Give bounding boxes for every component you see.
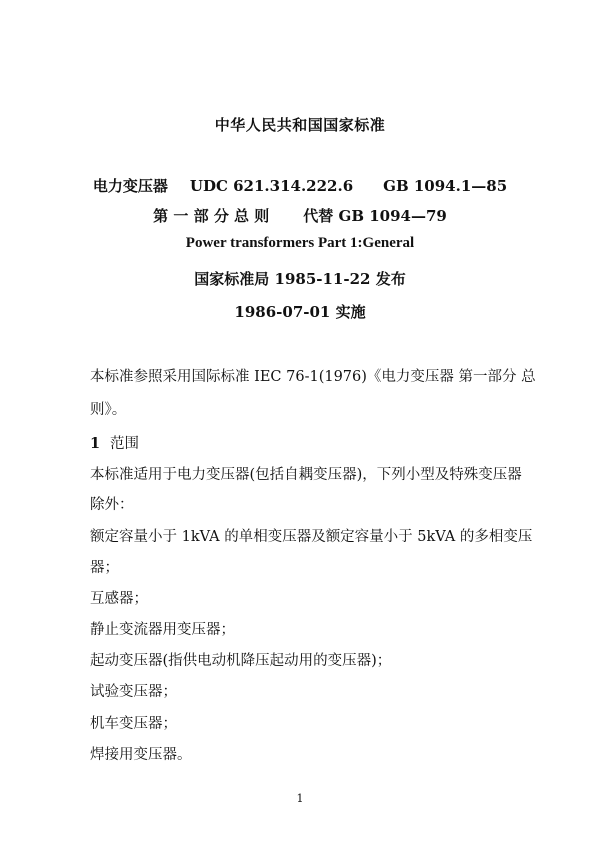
exclusion-item-1-line-1: 额定容量小于 1kVA 的单相变压器及额定容量小于 5kVA 的多相变压 [90, 529, 533, 545]
exclusion-item-3: 静止变流器用变压器； [90, 622, 235, 638]
scope-text-line-2: 除外： [90, 497, 134, 513]
exclusion-item-6: 机车变压器； [90, 716, 177, 732]
part-label: 第 一 部 分 总 则 [153, 207, 270, 225]
scope-text-line-1: 本标准适用于电力变压器(包括自耦变压器)，下列小型及特殊变压器 [90, 467, 522, 483]
part-row [0, 205, 600, 226]
udc-code: UDC 621.314.222.6 [189, 177, 354, 195]
standard-meta-row [0, 175, 600, 196]
page-number: 1 [296, 792, 304, 805]
section-heading-scope [90, 432, 530, 453]
section-number: 1 [90, 435, 101, 452]
issue-date: 国家标准局 1985-11-22 发布 [194, 270, 406, 288]
exclusion-item-1-line-2: 器； [90, 560, 119, 576]
intro-text-line-2: 则》。 [90, 402, 127, 418]
standard-title: 中华人民共和国国家标准 [214, 116, 386, 134]
exclusion-item-4: 起动变压器(指供电动机降压起动用的变压器)； [90, 653, 392, 669]
replaces-label: 代替 GB 1094—79 [303, 207, 447, 225]
gb-number: GB 1094.1—85 [383, 177, 508, 195]
exclusion-item-5: 试验变压器； [90, 684, 177, 700]
implementation-date: 1986-07-01 实施 [234, 303, 366, 321]
intro-text-line-1: 本标准参照采用国际标准 IEC 76-1(1976)《电力变压器 第一部分 总 [90, 369, 536, 385]
exclusion-item-2: 互感器； [90, 591, 148, 607]
section-title: 范围 [110, 436, 139, 452]
standard-name-cn: 电力变压器 [92, 177, 168, 195]
exclusion-item-7: 焊接用变压器。 [90, 747, 192, 763]
standard-name-en: Power transformers Part 1:General [185, 235, 415, 251]
